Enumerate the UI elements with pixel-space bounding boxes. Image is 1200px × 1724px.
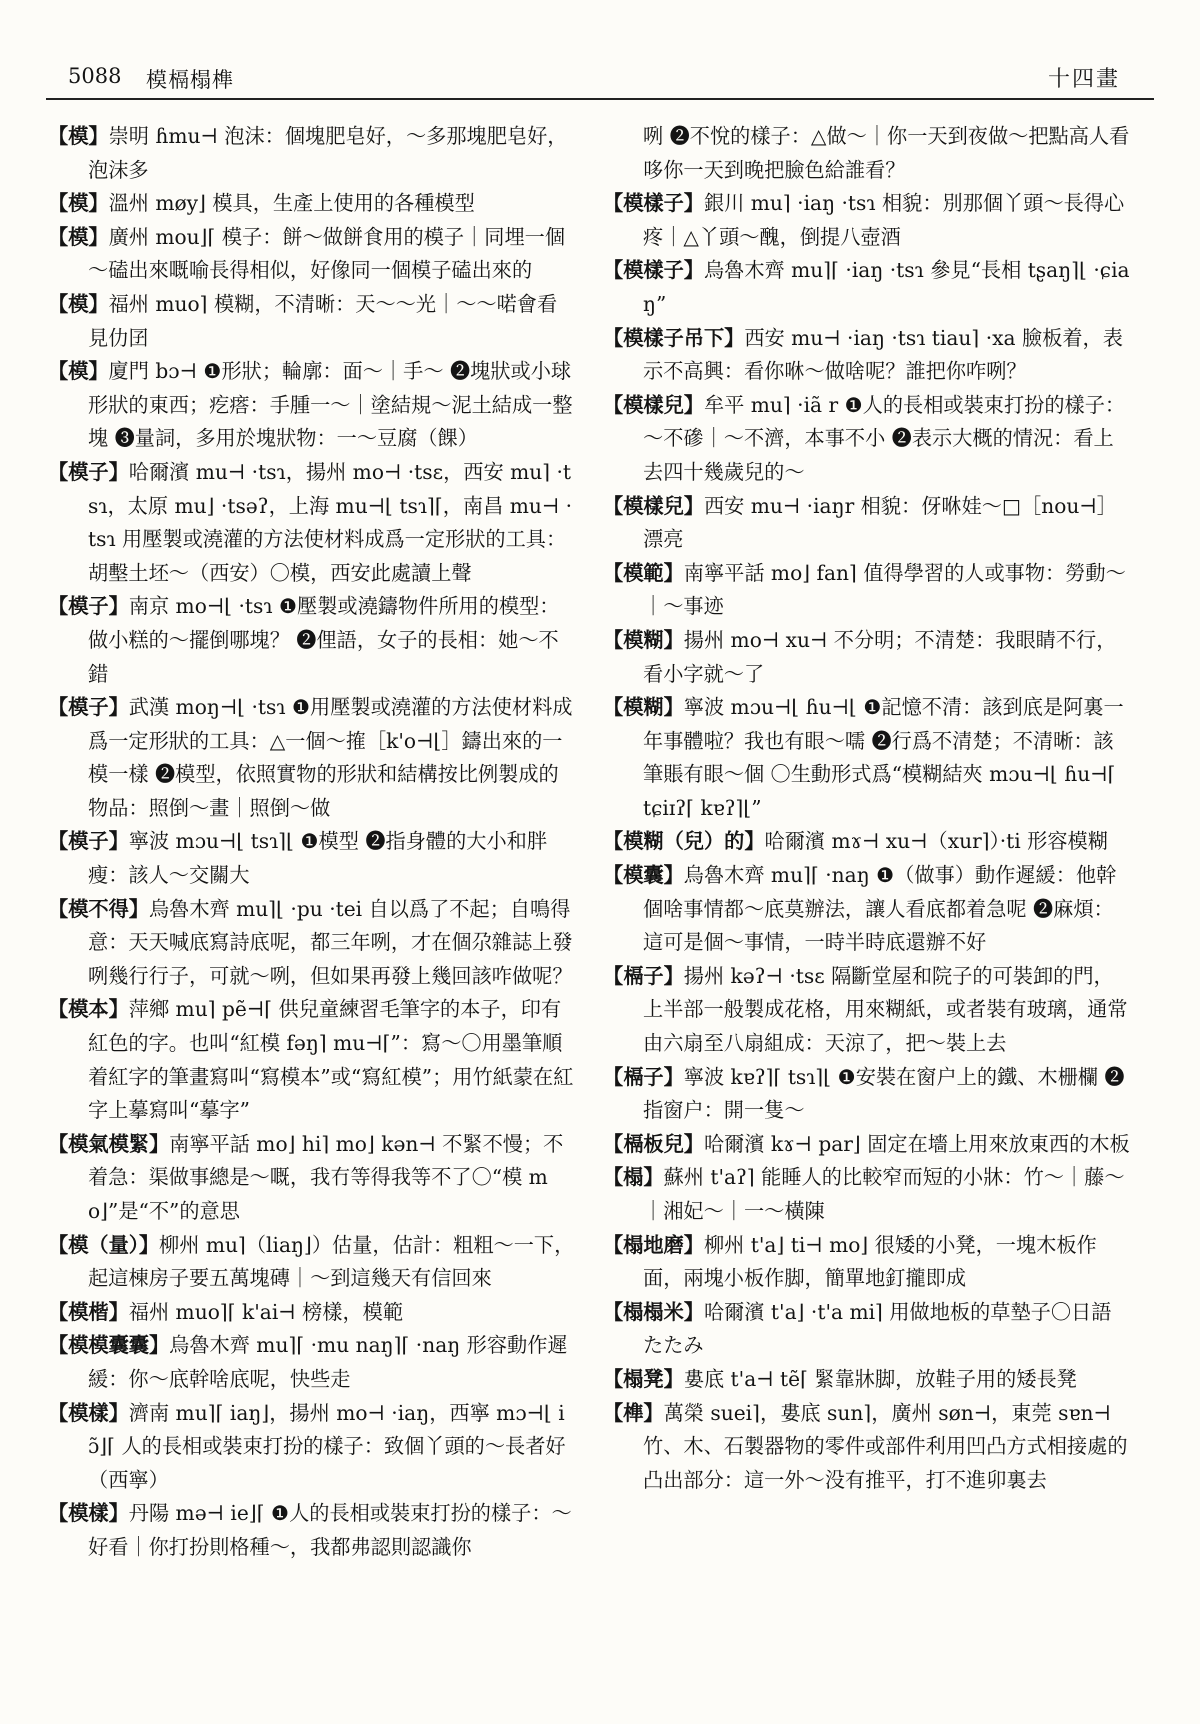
dictionary-entry — [603, 960, 1130, 1061]
dictionary-entry — [603, 1061, 1130, 1128]
dictionary-entry — [603, 859, 1130, 960]
entry-definition: 哈爾濱 t'a⌋ ·t'a mi⌉ 用做地板的草墊子〇日語たたみ — [643, 1299, 1112, 1358]
dictionary-entry — [603, 1397, 1130, 1498]
entry-definition: 哈爾濱 kɤ⊣ par⌋ 固定在墻上用來放東西的木板 — [703, 1131, 1130, 1156]
entry-definition: 福州 muo⌉ 模糊，不清晰：天～～光｜～～喏會看見仂囝 — [88, 291, 558, 350]
entry-headword: 【模不得】 — [48, 896, 149, 921]
dictionary-entry — [603, 557, 1130, 624]
entry-definition: 烏魯木齊 mu⌉⌈ ·iaŋ ·tsɿ 參見“長相 tʂaŋ⌉⌊ ·ɕiaŋ” — [643, 258, 1130, 316]
entry-definition: 西安 mu⊣ ·iaŋr 相貌：伢咻娃～□［nou⊣］漂亮 — [643, 493, 1117, 552]
entry-headword: 【模楷】 — [48, 1299, 129, 1324]
entry-definition: 婁底 t'a⊣ tẽ⌈ 緊靠牀脚，放鞋子用的矮長凳 — [683, 1366, 1077, 1391]
entry-definition: 武漢 moŋ⊣⌊ ·tsɿ ❶用壓製或澆灌的方法使材料成爲一定形狀的工具：△一個～搉［k'o⊣⌊］鑄出來的一模一樣 ❷模型，依照實物的形狀和結構按比例製成的物品：照倒～畫｜照倒～做 — [88, 695, 573, 820]
dictionary-entry — [48, 355, 575, 456]
entry-definition: 丹陽 mə⊣ ie⌋⌈ ❶人的長相或裝束打扮的樣子：～好看｜你打扮則格種～，我都弗認則認識你 — [88, 1501, 572, 1559]
dictionary-entry — [603, 691, 1130, 825]
dictionary-entry — [48, 456, 575, 590]
entry-headword: 【槅子】 — [603, 963, 684, 988]
dictionary-entry — [48, 1329, 575, 1396]
entry-headword: 【模樣子】 — [603, 191, 704, 216]
dictionary-entry — [48, 1497, 575, 1564]
entry-headword: 【模糊（兒）的】 — [603, 829, 765, 854]
entry-headword: 【模】 — [48, 224, 109, 249]
entry-headword: 【槅子】 — [603, 1064, 684, 1089]
entry-headword: 【模氣模緊】 — [48, 1131, 170, 1156]
entry-definition: 萬榮 suei⌉，婁底 sun⌉，廣州 søn⊣，東莞 sɐn⊣ 竹、木、石製器物的零件或部件利用凹凸方式相接處的凸出部分：這一外～没有推平，打不進卯裏去 — [643, 1400, 1128, 1492]
entry-headword: 【模】 — [48, 359, 109, 384]
entry-definition: 濟南 mu⌉⌈ iaŋ⌋，揚州 mo⊣ ·iaŋ，西寧 mɔ⊣⌊ iɔ̃⌋⌈ 人的長相或裝束打扮的樣子：致個丫頭的～長者好（西寧） — [88, 1400, 566, 1492]
left-column — [48, 120, 575, 1565]
page-number: 5088 — [68, 64, 122, 88]
entry-headword: 【模子】 — [48, 459, 129, 484]
dictionary-entry — [603, 1128, 1130, 1162]
entry-headword: 【槅板兒】 — [603, 1131, 704, 1156]
entry-definition: 崇明 ɦmu⊣ 泡沫：個塊肥皂好，～多那塊肥皂好，泡沫多 — [88, 124, 568, 182]
entry-headword: 【模樣】 — [48, 1501, 129, 1526]
entry-headword: 【模子】 — [48, 695, 129, 720]
entry-definition: 福州 muo⌉⌈ k'ai⊣ 榜樣，模範 — [128, 1299, 404, 1324]
dictionary-entry — [48, 1128, 575, 1229]
entry-definition: 哈爾濱 mu⊣ ·tsɿ，揚州 mo⊣ ·tsɛ，西安 mu⌉ ·tsɿ，太原 mu⌋ ·tsəʔ，上海 mu⊣⌊ tsɿ⌉⌈，南昌 mu⊣ ·tsɿ 用壓製或澆灌的方法使材料成爲一定形狀的工具：胡墼土坯～（西安）〇模，西安此處讀上聲 — [88, 459, 573, 585]
entry-definition: 烏魯木齊 mu⌉⌈ ·naŋ ❶（做事）動作遲緩：他幹個啥事情都～底莫辦法，讓人看底都着急呢 ❷麻煩：這可是個～事情，一時半時底還辦不好 — [643, 863, 1117, 955]
dictionary-entry — [48, 993, 575, 1127]
entry-headword: 【模子】 — [48, 829, 129, 854]
dictionary-entry — [603, 825, 1130, 859]
entry-definition: 柳州 t'a⌋ ti⊣ mo⌋ 很矮的小凳，一塊木板作面，兩塊小板作脚，簡單地釘攏即成 — [643, 1232, 1097, 1291]
entry-definition: 南寧平話 mo⌋ hi⌉ mo⌋ kən⊣ 不緊不慢；不着急：渠做事總是～嘅，我冇等得我等不了〇“模 mo⌋”是“不”的意思 — [88, 1131, 564, 1223]
entry-definition: 哈爾濱 mɤ⊣ xu⊣（xur⌉）·ti 形容模糊 — [764, 829, 1108, 854]
entry-headword: 【模（量）】 — [48, 1232, 160, 1257]
dictionary-entry — [603, 490, 1130, 557]
dictionary-entry — [48, 221, 575, 288]
dictionary-entry — [48, 1397, 575, 1498]
entry-definition: 溫州 møy⌋ 模具，生產上使用的各種模型 — [108, 191, 475, 216]
dictionary-entry — [603, 254, 1130, 321]
section-label: 十四畫 — [1047, 67, 1120, 92]
dictionary-entry — [48, 825, 575, 892]
entry-headword: 【榫】 — [603, 1400, 664, 1425]
entry-headword: 【榻】 — [603, 1165, 664, 1190]
entry-definition: 揚州 mo⊣ xu⊣ 不分明；不清楚：我眼睛不行，看小字就～了 — [643, 627, 1117, 686]
entry-definition: 寧波 mɔu⊣⌊ tsɿ⌉⌊ ❶模型 ❷指身體的大小和胖瘦：該人～交關大 — [88, 829, 548, 888]
entry-definition: 西安 mu⊣ ·iaŋ ·tsɿ tiau⌉ ·xa 臉板着，表示不高興：看你咻～做啥呢？誰把你咋咧？ — [643, 325, 1123, 384]
entry-headword: 【模樣兒】 — [603, 392, 704, 417]
entry-definition: 寧波 kɐʔ⌉⌈ tsɿ⌉⌊ ❶安裝在窗户上的鐵、木栅欄 ❷指窗户：開一隻～ — [643, 1064, 1125, 1123]
right-column — [603, 120, 1130, 1497]
dictionary-entry — [48, 288, 575, 355]
entry-definition: 咧 ❷不悅的樣子：△做～｜你一天到夜做～把點高人看哆你一天到晚把臉色給誰看？ — [643, 124, 1130, 182]
entry-headword: 【榻地磨】 — [603, 1232, 704, 1257]
dictionary-entry — [603, 624, 1130, 691]
dictionary-entry — [48, 893, 575, 994]
dictionary-entry — [603, 120, 1130, 187]
dictionary-entry — [603, 187, 1130, 254]
entry-headword: 【模子】 — [48, 594, 129, 619]
dictionary-entry — [48, 1296, 575, 1330]
entry-headword: 【模囊】 — [603, 863, 684, 888]
entry-headword: 【模本】 — [48, 997, 129, 1022]
entry-headword: 【榻凳】 — [603, 1366, 684, 1391]
entry-headword: 【模樣】 — [48, 1400, 129, 1425]
entry-headword: 【模】 — [48, 124, 109, 148]
dictionary-entry — [48, 1229, 575, 1296]
entry-definition: 廈門 bɔ⊣ ❶形狀；輪廓：面～｜手～ ❷塊狀或小球形狀的東西；疙瘩：手腫一～｜塗結規～泥土結成一整塊 ❸量詞，多用於塊狀物：一～豆腐（餜） — [88, 359, 573, 451]
entry-definition: 蘇州 t'aʔ⌉ 能睡人的比較窄而短的小牀：竹～｜藤～｜湘妃～｜一～橫陳 — [643, 1165, 1125, 1223]
dictionary-entry — [603, 1296, 1130, 1363]
entry-definition: 柳州 mu⌉（liaŋ⌋）估量，估計：粗粗～一下，起這棟房子要五萬塊磚｜～到這幾天有信回來 — [88, 1232, 575, 1291]
entry-definition: 牟平 mu⌉ ·iã r ❶人的長相或裝束打扮的樣子：～不磣｜～不濟，本事不小 ❷表示大概的情況：看上去四十幾歲兒的～ — [643, 392, 1126, 484]
entry-definition: 南寧平話 mo⌋ fan⌉ 值得學習的人或事物：勞動～｜～事迹 — [643, 560, 1126, 619]
entry-headword: 【模模囊囊】 — [48, 1333, 170, 1358]
dictionary-entry — [603, 1229, 1130, 1296]
entry-headword: 【模樣兒】 — [603, 493, 704, 518]
running-title: 模槅榻榫 — [146, 68, 234, 92]
dictionary-entry — [603, 1161, 1130, 1228]
dictionary-entry — [603, 389, 1130, 490]
entry-definition: 烏魯木齊 mu⌉⌈ ·mu naŋ⌉⌈ ·naŋ 形容動作遲緩：你～底幹啥底呢，快些走 — [88, 1333, 568, 1391]
dictionary-entry — [48, 590, 575, 691]
entry-headword: 【模樣子吊下】 — [603, 325, 745, 350]
entry-definition: 廣州 mou⌋⌈ 模子：餅～做餅食用的模子｜同埋一個～磕出來嘅喻長得相似，好像同一個模子磕出來的 — [88, 224, 566, 283]
entry-definition: 寧波 mɔu⊣⌊ ɦu⊣⌊ ❶記憶不清：該到底是阿裏一年事體啦？我也有眼～嚅 ❷行爲不清楚；不清晰：該筆賬有眼～個 〇生動形式爲“模糊結夾 mɔu⊣⌊ ɦu⊣⌈ tɕiɪʔ⌈ kɐʔ⌉⌊” — [643, 695, 1124, 820]
entry-headword: 【模】 — [48, 291, 109, 316]
dictionary-entry — [48, 120, 575, 187]
dictionary-entry — [48, 187, 575, 221]
entry-definition: 揚州 kəʔ⊣ ·tsɛ 隔斷堂屋和院子的可裝卸的門，上半部一般製成花格，用來糊紙，或者裝有玻璃，通常由六扇至八扇組成：天涼了，把～裝上去 — [643, 963, 1128, 1056]
entry-definition: 萍鄉 mu⌉ pẽ⊣⌈ 供兒童練習毛筆字的本子，印有紅色的字。也叫“紅模 fəŋ⌉ mu⊣⌈”：寫～〇用墨筆順着紅字的筆畫寫叫“寫模本”或“寫紅模”；用竹紙蒙在紅字上摹寫叫“摹字” — [88, 997, 574, 1123]
entry-definition: 南京 mo⊣⌊ ·tsɿ ❶壓製或澆鑄物件所用的模型：做小糕的～擺倒哪塊？ ❷俚語，女子的長相：她～不錯 — [88, 594, 560, 686]
dictionary-entry — [603, 1363, 1130, 1397]
dictionary-entry — [603, 322, 1130, 389]
dictionary-entry — [48, 691, 575, 825]
entry-definition: 烏魯木齊 mu⌉⌊ ·pu ·tei 自以爲了不起；自鳴得意：天天喊底寫詩底呢，都三年咧，才在個尕雜誌上發咧幾行行子，可就～咧，但如果再發上幾回該咋做呢？ — [88, 896, 573, 988]
page-header — [46, 58, 1154, 100]
entry-definition: 銀川 mu⌉ ·iaŋ ·tsɿ 相貌：別那個丫頭～長得心疼｜△丫頭～醜，倒提八壺酒 — [643, 191, 1125, 249]
entry-headword: 【模】 — [48, 191, 109, 216]
entry-headword: 【榻榻米】 — [603, 1299, 704, 1324]
entry-headword: 【模範】 — [603, 560, 684, 585]
entry-headword: 【模樣子】 — [603, 258, 704, 283]
entry-headword: 【模糊】 — [603, 695, 684, 720]
entry-headword: 【模糊】 — [603, 627, 684, 652]
